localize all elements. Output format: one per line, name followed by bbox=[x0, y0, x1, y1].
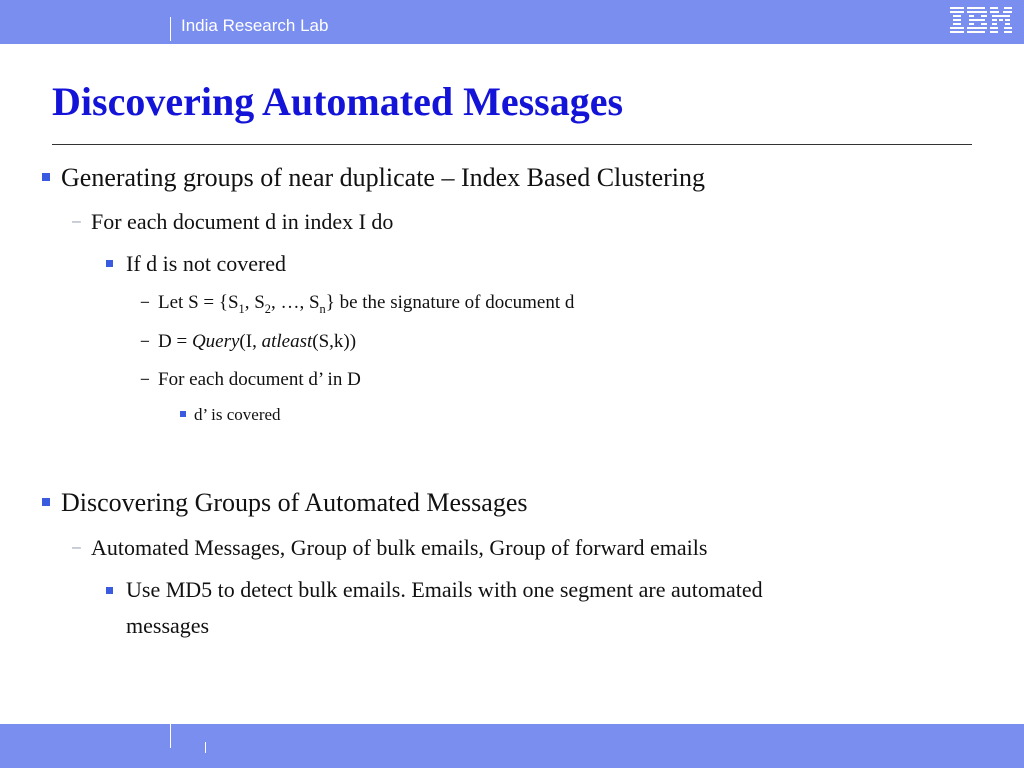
bullet-square-icon bbox=[42, 498, 50, 506]
bullet-level4-query: D = Query(I, atleast(S,k)) bbox=[158, 331, 357, 352]
ibm-logo bbox=[948, 5, 1016, 35]
header-divider bbox=[170, 17, 171, 41]
bullet-level4-signature: Let $S = \{S_1$, $S_2$, …, $S_n$} be the signature of document d bbox=[158, 292, 575, 316]
header-bar bbox=[0, 0, 1024, 44]
bullet-square-icon bbox=[180, 411, 186, 417]
bullet-level5: d’ is covered bbox=[194, 405, 281, 424]
slide-title: Discovering Automated Messages bbox=[52, 79, 624, 124]
footer-divider-small bbox=[205, 742, 206, 753]
bullet-level3-second-cont: messages bbox=[126, 613, 210, 638]
title-rule bbox=[52, 144, 972, 145]
dash-icon: – bbox=[72, 539, 81, 556]
dash-icon: − bbox=[140, 293, 150, 312]
bullet-level1-second: Discovering Groups of Automated Messages bbox=[61, 488, 528, 517]
footer-divider bbox=[170, 724, 171, 748]
bullet-square-icon bbox=[42, 173, 50, 181]
bullet-level2: For each document d in index I do bbox=[91, 209, 394, 234]
lab-name: India Research Lab bbox=[181, 16, 329, 35]
dash-icon: – bbox=[72, 213, 81, 230]
bullet-square-icon bbox=[106, 260, 113, 267]
dash-icon: − bbox=[140, 370, 150, 389]
bullet-level1: Generating groups of near duplicate – Index Based Clustering bbox=[61, 163, 706, 192]
bullet-level2-second: Automated Messages, Group of bulk emails, Group of forward emails bbox=[91, 535, 708, 560]
bullet-level3: If d is not covered bbox=[126, 251, 287, 276]
footer-bar bbox=[0, 724, 1024, 768]
bullet-square-icon bbox=[106, 587, 113, 594]
dash-icon: − bbox=[140, 332, 150, 351]
bullet-level4-foreach: For each document d’ in D bbox=[158, 369, 361, 390]
bullet-level3-second: Use MD5 to detect bulk emails. Emails with one segment are automated bbox=[126, 577, 763, 602]
